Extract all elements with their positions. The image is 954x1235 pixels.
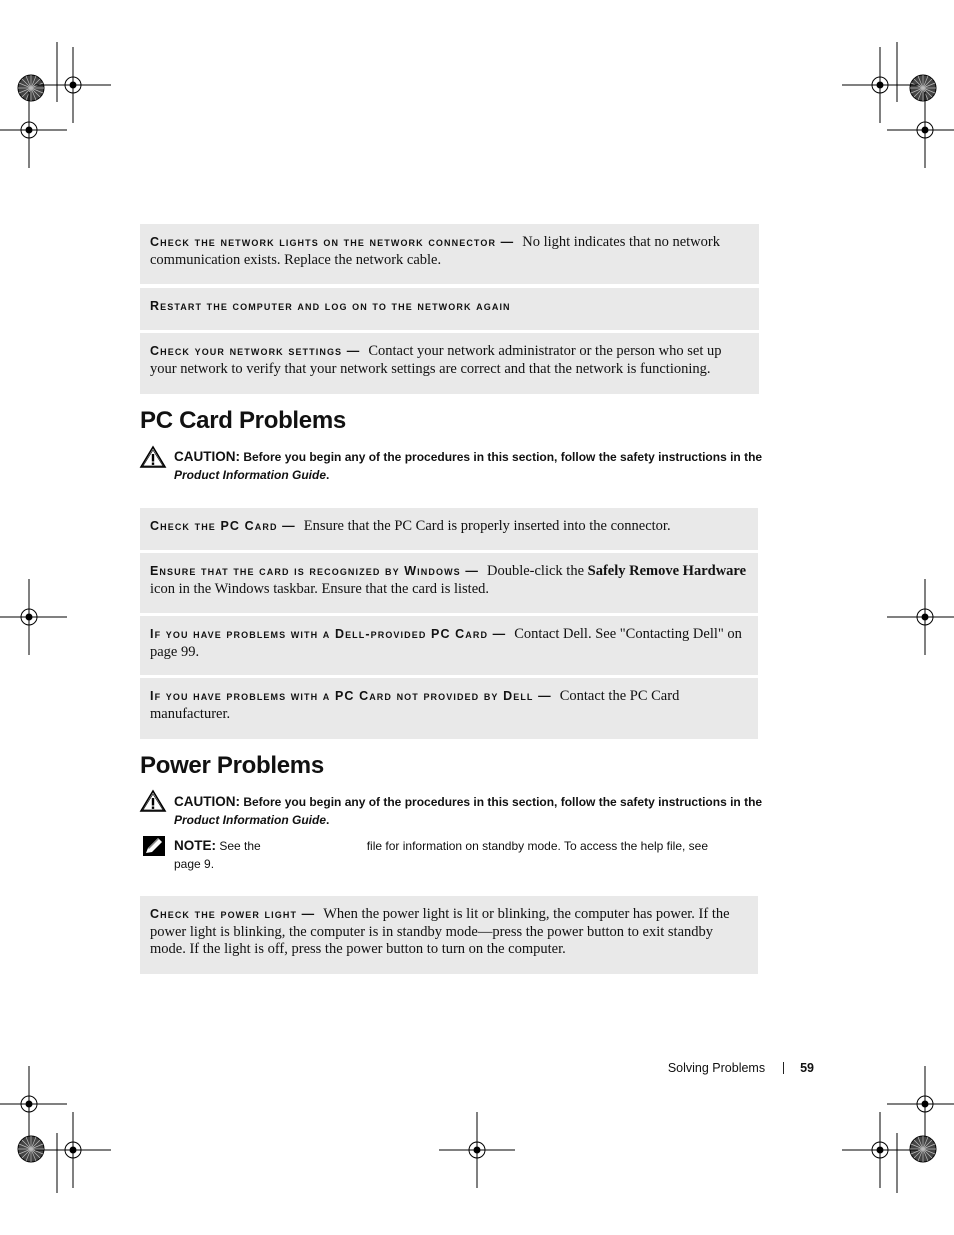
pc-card-caution [174,448,764,484]
network-box-restart [140,288,759,330]
pc-card-box-not-dell [140,678,758,739]
note-text-post: file for information on standby mode. To access the help file, see [366,839,709,853]
box-lead: Check the power light — [150,907,316,921]
power-note [174,837,764,873]
box-text: Contact Dell. See "Contacting Dell" on page 99. [150,626,742,660]
box-lead: Check the network lights on the network connector — [150,235,515,249]
caution-period: . [326,467,330,482]
footer-divider [783,1062,784,1074]
caution-label: CAUTION: [174,449,240,464]
caution-text: Before you begin any of the procedures in this section, follow the safety instructions in the [243,795,763,809]
pc-card-box-windows [140,553,758,613]
box-lead: Check your network settings — [150,344,361,358]
power-caution [174,793,764,829]
caution-period: . [326,812,330,827]
caution-guide: Product Information Guide [174,812,326,827]
caution-text: Before you begin any of the procedures in this section, follow the safety instructions in the [243,450,763,464]
caution-icon [139,445,167,469]
box-text-post: icon in the Windows taskbar. Ensure that the card is listed. [150,580,490,597]
box-lead: If you have problems with a PC Card not provided by Dell — [150,689,552,703]
network-box-lights [140,224,759,284]
page-number: 59 [800,1061,814,1075]
box-text: Contact the PC Card manufacturer. [150,688,680,722]
page-footer [600,1061,814,1075]
footer-section: Solving Problems [667,1061,766,1075]
note-label: NOTE: [174,838,216,853]
box-lead: Check the PC Card — [150,519,296,533]
note-icon [143,836,165,856]
note-text-pre: See the [219,839,261,853]
network-box-settings [140,333,759,394]
box-text: Ensure that the PC Card is properly inserted into the connector. [303,518,671,534]
note-text-end: page 9. [174,856,215,871]
box-lead: Restart the computer and log on to the network again [150,299,511,313]
box-lead: If you have problems with a Dell-provided PC Card — [150,627,507,641]
pc-card-box-dell-provided [140,616,758,675]
box-text: Contact your network administrator or the person who set up your network to verify that your network settings are correct and that the network is functioning. [150,343,722,377]
box-text: No light indicates that no network communication exists. Replace the network cable. [150,234,720,268]
pc-card-heading: PC Card Problems [140,407,346,434]
box-text: When the power light is lit or blinking, the computer has power. If the power light is blinking, the computer is in standby mode—press the power button to exit standby mode. If the light is off, press the power button to turn on the computer. [150,906,730,957]
pc-card-box-check [140,508,758,550]
caution-guide: Product Information Guide [174,467,326,482]
caution-label: CAUTION: [174,794,240,809]
caution-icon [139,789,167,813]
power-heading: Power Problems [140,752,324,779]
safely-remove-hardware-label: Safely Remove Hardware [587,563,747,579]
box-lead: Ensure that the card is recognized by Windows — [150,564,479,578]
power-box-light [140,896,758,974]
box-text-pre: Double-click the [486,563,585,579]
